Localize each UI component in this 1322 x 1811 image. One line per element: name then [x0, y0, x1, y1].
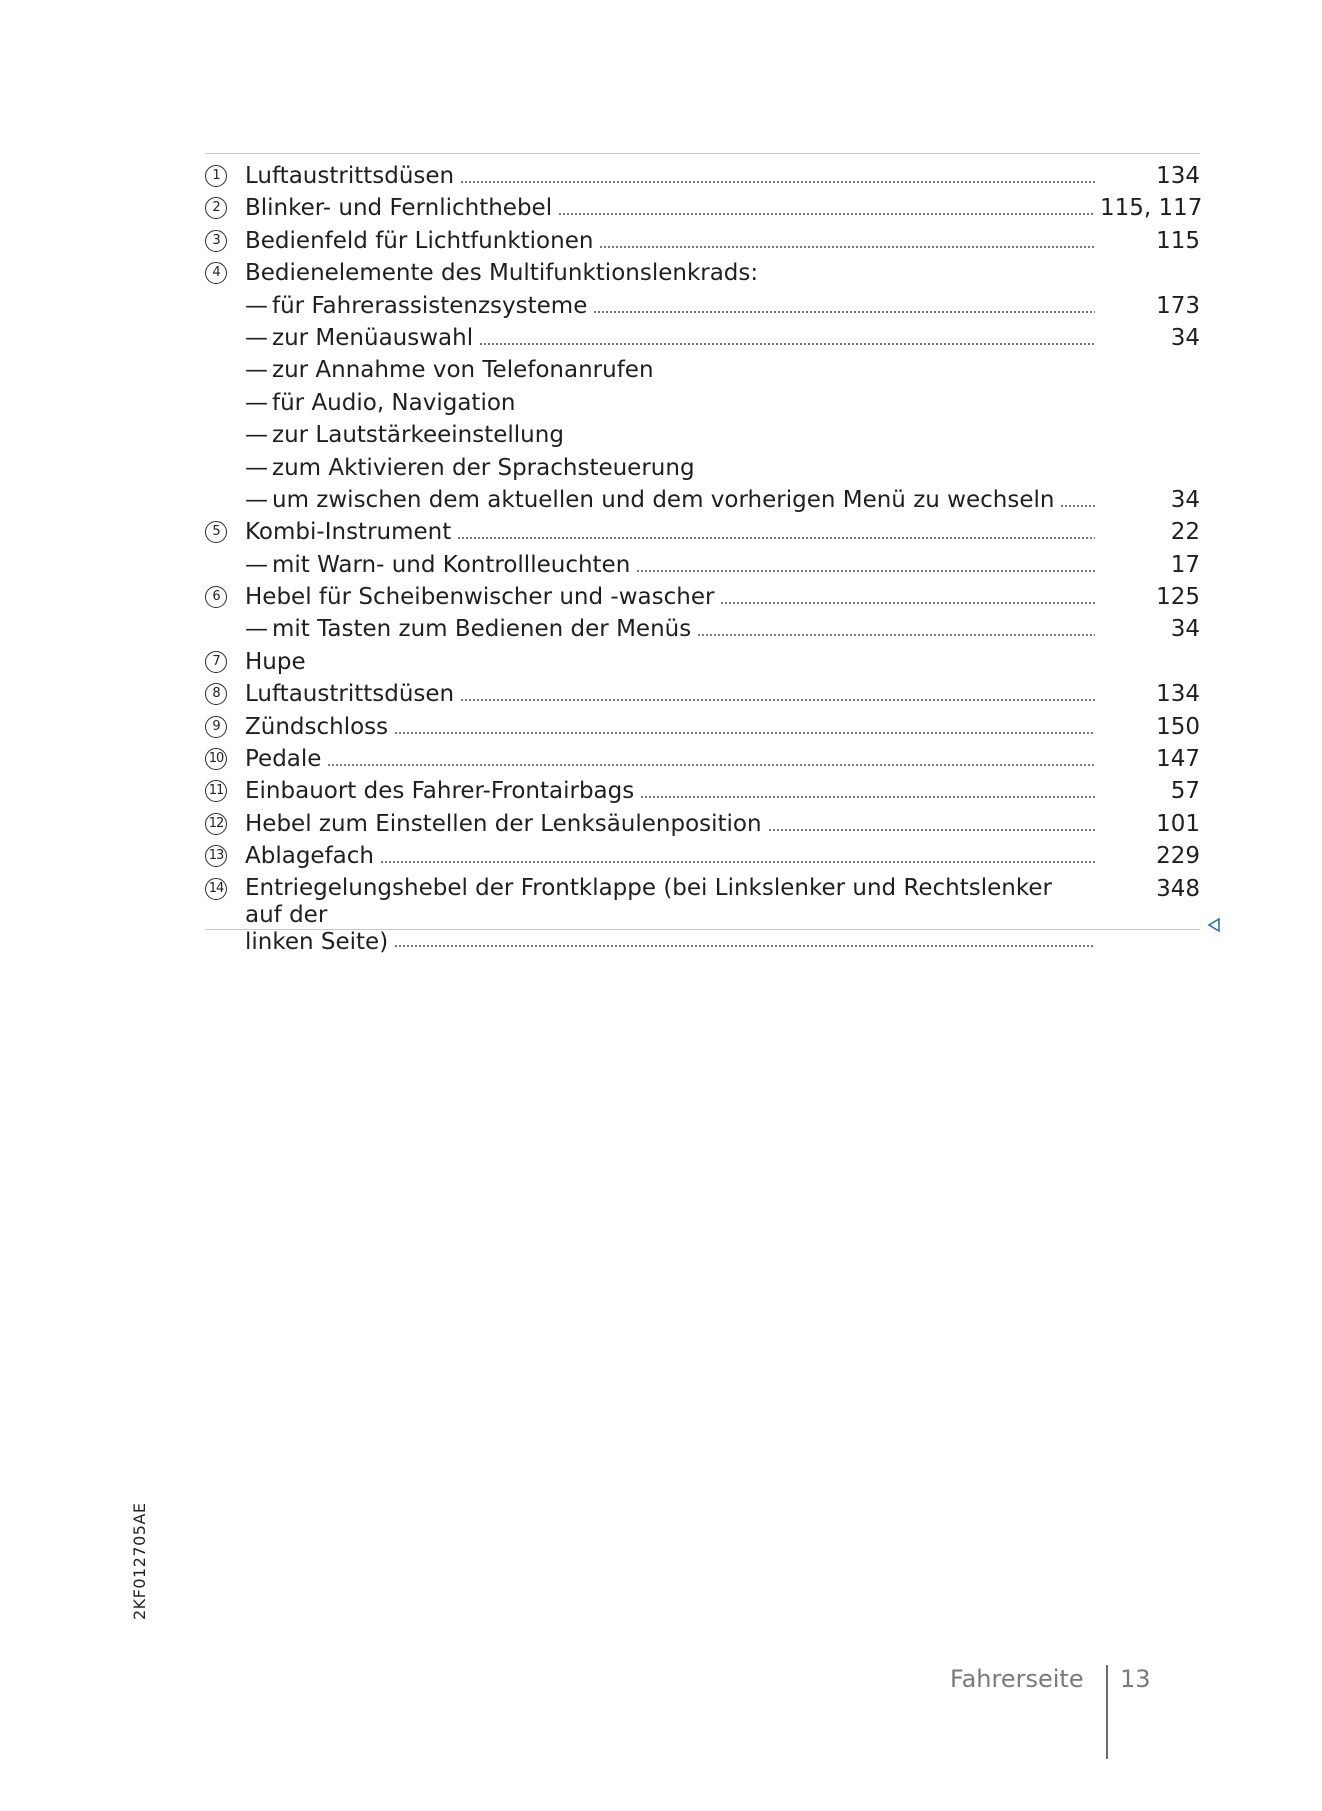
item-label: Hebel für Scheibenwischer und -wascher [245, 584, 715, 611]
sub-item-dash: — [245, 389, 268, 416]
item-label-line [245, 484, 1095, 516]
dot-leader [380, 861, 1095, 863]
item-label-line [245, 225, 1095, 257]
legend-list [205, 153, 1203, 955]
legend-item [205, 549, 1200, 581]
item-number-badge: 4 [205, 262, 227, 284]
dot-leader [768, 829, 1095, 831]
item-label-line [245, 743, 1095, 775]
legend-item [205, 192, 1203, 224]
item-label-line [245, 840, 1095, 872]
item-label: Zündschloss [245, 713, 389, 740]
sub-item-dash: — [245, 324, 268, 351]
dot-leader [460, 181, 1095, 183]
legend-item [205, 581, 1200, 613]
item-number-badge: 11 [205, 780, 227, 802]
dot-leader [457, 537, 1095, 539]
item-page-ref: 101 [1156, 810, 1200, 837]
legend-item [205, 840, 1200, 872]
dot-leader [697, 634, 1095, 636]
legend-item [205, 322, 1200, 354]
legend-item [205, 387, 1200, 419]
item-number-badge: 6 [205, 586, 227, 608]
item-label-line [245, 516, 1095, 548]
item-label: Hebel zum Einstellen der Lenksäulenposition [245, 810, 762, 837]
item-page-ref: 147 [1156, 746, 1200, 773]
item-label-line [245, 549, 1095, 581]
item-label: Kombi-Instrument [245, 519, 452, 546]
item-page-ref: 34 [1170, 616, 1200, 643]
dot-leader [460, 699, 1095, 701]
item-label-line [245, 646, 1095, 678]
triangle-left-outline-icon [1206, 917, 1222, 933]
legend-item [205, 516, 1200, 548]
item-label-line [245, 387, 1095, 419]
item-page-ref: 22 [1170, 519, 1200, 546]
footer-divider [1106, 1665, 1108, 1759]
item-label-line [245, 808, 1095, 840]
item-label-line [245, 257, 1095, 289]
legend-item [205, 419, 1200, 451]
dot-leader [394, 732, 1095, 734]
sub-item-dash: — [245, 357, 268, 384]
item-page-ref: 348 [1156, 875, 1200, 902]
item-label-line [245, 322, 1095, 354]
legend-item [205, 775, 1200, 807]
legend-item [205, 354, 1200, 386]
item-label: Luftaustrittsdüsen [245, 163, 455, 189]
item-page-ref: 134 [1156, 681, 1200, 708]
dot-leader [1060, 505, 1095, 507]
item-page-ref: 57 [1170, 778, 1200, 805]
item-page-ref: 115 [1156, 227, 1200, 254]
sub-item-dash: — [245, 486, 268, 513]
item-label: Einbauort des Fahrer-Frontairbags [245, 778, 635, 805]
item-label-line2: linken Seite) [245, 928, 389, 955]
item-number-badge: 10 [205, 748, 227, 770]
item-label-line [245, 192, 1095, 224]
item-label: Hupe [245, 648, 306, 675]
item-label-line [245, 419, 1095, 451]
legend-item [205, 160, 1200, 192]
sub-item-dash: — [245, 616, 268, 643]
dot-leader [558, 213, 1095, 215]
legend-item [205, 711, 1200, 743]
item-label-line [245, 711, 1095, 743]
item-label: zur Lautstärkeeinstellung [272, 422, 564, 449]
legend-item [205, 743, 1200, 775]
item-page-ref: 34 [1170, 324, 1200, 351]
item-label-line [245, 452, 1095, 484]
item-label-line [245, 290, 1095, 322]
dot-leader [479, 343, 1095, 345]
item-label: Blinker- und Fernlichthebel [245, 195, 553, 222]
item-label: zum Aktivieren der Sprachsteuerung [272, 454, 695, 481]
item-page-ref: 115, 117 [1100, 195, 1203, 222]
legend-item [205, 225, 1200, 257]
item-page-ref: 229 [1156, 843, 1200, 870]
item-page-ref: 17 [1170, 551, 1200, 578]
item-page-ref: 125 [1156, 584, 1200, 611]
footer-section-title: Fahrerseite [950, 1665, 1084, 1693]
sub-item-dash: — [245, 454, 268, 481]
item-label: um zwischen dem aktuellen und dem vorherigen Menü zu wechseln [272, 486, 1055, 513]
item-number-badge: 13 [205, 845, 227, 867]
item-number-badge: 1 [205, 165, 227, 187]
item-label: mit Warn- und Kontrollleuchten [272, 551, 631, 578]
item-label-line [245, 678, 1095, 710]
item-label-line [245, 775, 1095, 807]
sub-item-dash: — [245, 422, 268, 449]
item-number-badge: 8 [205, 683, 227, 705]
legend-item [205, 646, 1200, 678]
item-label: Ablagefach [245, 843, 374, 870]
item-page-ref: 173 [1156, 292, 1200, 319]
legend-item [205, 257, 1200, 289]
dot-leader [720, 602, 1095, 604]
item-number-badge: 7 [205, 651, 227, 673]
item-label: Luftaustrittsdüsen [245, 681, 455, 708]
item-number-badge: 5 [205, 521, 227, 543]
item-number-badge: 3 [205, 230, 227, 252]
item-label: zur Menüauswahl [272, 324, 474, 351]
legend-item [205, 452, 1200, 484]
legend-item [205, 808, 1200, 840]
legend-item [205, 290, 1200, 322]
item-label: Pedale [245, 746, 322, 773]
sub-item-dash: — [245, 292, 268, 319]
item-label-line1: Entriegelungshebel der Frontklappe (bei Linkslenker und Rechtslenker auf der [245, 874, 1052, 928]
dot-leader [636, 570, 1095, 572]
item-label-line [245, 160, 1095, 192]
dot-leader [640, 796, 1095, 798]
item-page-ref: 34 [1170, 486, 1200, 513]
legend-item [205, 678, 1200, 710]
item-page-ref: 150 [1156, 713, 1200, 740]
image-code: 2KF012705AE [130, 1502, 149, 1620]
item-page-ref: 134 [1156, 163, 1200, 189]
item-number-badge: 12 [205, 813, 227, 835]
item-label: Bedienelemente des Multifunktionslenkrads: [245, 260, 759, 287]
item-label-line [245, 613, 1095, 645]
legend-item [205, 873, 1200, 955]
item-label-line [245, 354, 1095, 386]
dot-leader [394, 945, 1095, 947]
item-number-badge: 14 [205, 878, 227, 900]
item-label: Bedienfeld für Lichtfunktionen [245, 227, 594, 254]
item-label: für Audio, Navigation [272, 389, 516, 416]
footer-page-number: 13 [1120, 1665, 1151, 1693]
sub-item-dash: — [245, 551, 268, 578]
item-label-line2-wrap [245, 929, 1095, 956]
dot-leader [593, 311, 1095, 313]
legend-item [205, 484, 1200, 516]
dot-leader [599, 246, 1095, 248]
item-number-badge: 9 [205, 716, 227, 738]
item-label: mit Tasten zum Bedienen der Menüs [272, 616, 692, 643]
item-label-block [245, 875, 1095, 956]
item-number-badge: 2 [205, 197, 227, 219]
dot-leader [327, 764, 1095, 766]
item-label: zur Annahme von Telefonanrufen [272, 357, 654, 384]
legend-item [205, 613, 1200, 645]
item-label: für Fahrerassistenzsysteme [272, 292, 588, 319]
item-label-line [245, 581, 1095, 613]
